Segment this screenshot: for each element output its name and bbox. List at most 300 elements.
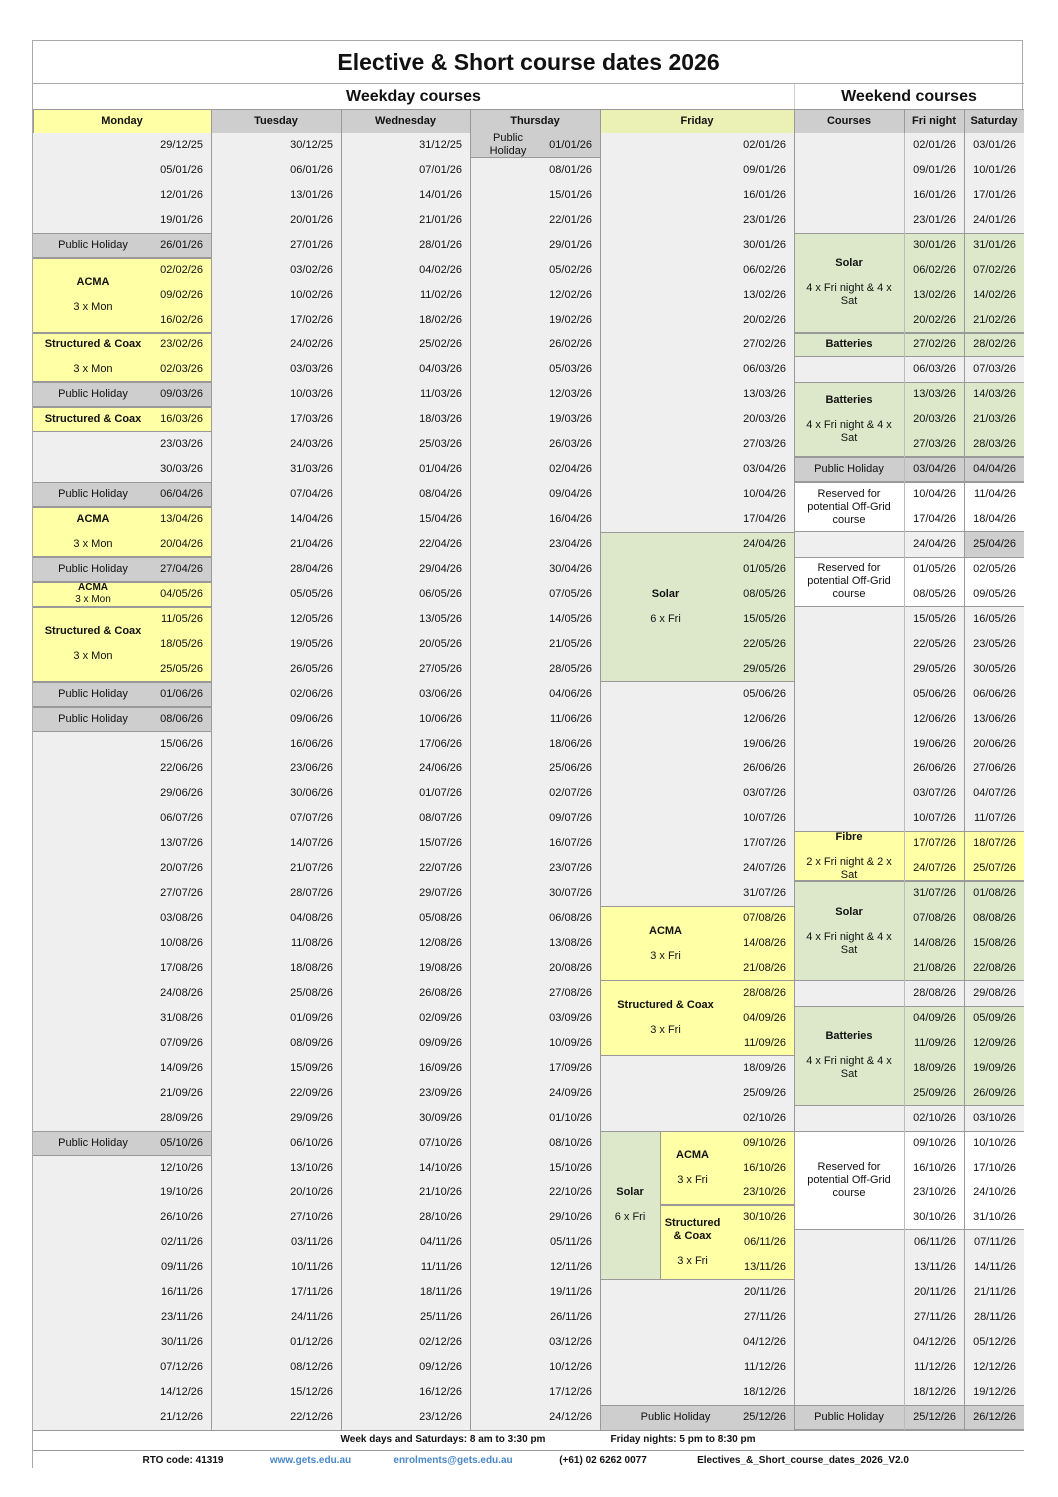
date-saturday-text: 28/02/26 [973,338,1016,351]
date-saturday [964,582,1024,607]
date-thursday [470,732,600,757]
date-wednesday-text: 25/02/26 [419,338,462,351]
date-tuesday [211,1205,341,1230]
date-tuesday [211,482,341,507]
weekend-solar-aug-line-0: Solar [835,905,863,918]
date-tuesday [211,1156,341,1181]
friday-solar-oct-label [600,1131,660,1281]
date-thursday [470,308,600,333]
document-title [33,41,1024,83]
date-saturday [964,382,1024,407]
date-thursday [470,457,600,482]
date-fri-night-text: 13/02/26 [913,288,956,301]
date-fri-night-text: 14/08/26 [913,937,956,950]
date-fri-night [904,258,964,283]
date-wednesday [341,183,470,208]
date-monday [153,632,211,657]
date-wednesday-text: 01/07/26 [419,787,462,800]
date-friday [721,357,794,382]
date-thursday [470,1081,600,1106]
date-friday [721,1056,794,1081]
date-saturday-text: 21/02/26 [973,313,1016,326]
monday-public-holiday [33,382,153,407]
date-fri-night-text: 13/03/26 [913,388,956,401]
date-tuesday [211,457,341,482]
date-wednesday [341,707,470,732]
date-wednesday-text: 25/11/26 [419,1311,462,1324]
date-tuesday [211,1305,341,1330]
date-fri-night [904,757,964,782]
date-friday [721,582,794,607]
date-saturday-text: 06/06/26 [973,687,1016,700]
date-fri-night-text: 17/07/26 [913,837,956,850]
header-saturday-text: Saturday [970,114,1018,127]
date-wednesday [341,532,470,557]
date-saturday [964,1405,1024,1430]
date-tuesday [211,732,341,757]
date-thursday-text: 19/11/26 [549,1286,592,1299]
date-fri-night [904,707,964,732]
date-monday [153,1330,211,1355]
thursday-public-holiday-line-0: Public Holiday [489,133,527,158]
date-thursday [470,806,600,831]
date-wednesday-text: 09/12/26 [419,1361,462,1374]
date-tuesday-text: 03/11/26 [290,1236,333,1249]
date-thursday [470,233,600,258]
date-thursday-text: 30/04/26 [549,562,592,575]
date-tuesday-text: 17/11/26 [290,1286,333,1299]
date-saturday-text: 07/03/26 [973,363,1016,376]
date-wednesday-text: 18/03/26 [419,413,462,426]
date-monday [153,956,211,981]
date-wednesday [341,258,470,283]
header-tuesday-text: Tuesday [254,114,298,127]
date-tuesday-text: 15/09/26 [290,1061,333,1074]
date-tuesday-text: 03/02/26 [290,263,333,276]
date-wednesday [341,507,470,532]
date-friday [721,607,794,632]
footer-website [248,1450,373,1471]
date-friday-text: 10/07/26 [743,812,786,825]
date-saturday [964,432,1024,457]
friday-coax-label-line-0: Structured & Coax [617,999,714,1012]
date-thursday-text: 05/11/26 [549,1236,592,1249]
date-wednesday-text: 29/07/26 [419,887,462,900]
date-thursday-text: 12/02/26 [549,288,592,301]
date-fri-night-text: 09/10/26 [913,1136,956,1149]
date-monday [153,482,211,507]
date-wednesday-text: 28/10/26 [419,1211,462,1224]
date-thursday-text: 02/04/26 [549,463,592,476]
footer-document-name [673,1450,933,1471]
date-wednesday [341,1380,470,1405]
date-friday-text: 24/07/26 [743,862,786,875]
date-thursday [470,1180,600,1205]
date-fri-night-text: 24/07/26 [913,862,956,875]
date-fri-night-text: 20/03/26 [913,413,956,426]
date-saturday [964,407,1024,432]
date-fri-night-text: 18/12/26 [913,1385,956,1398]
date-saturday-text: 30/05/26 [973,662,1016,675]
weekend-solar-feb-line-0: Solar [835,257,863,270]
date-saturday-text: 07/11/26 [973,1236,1016,1249]
date-tuesday-text: 28/04/26 [290,562,333,575]
date-monday-text: 09/02/26 [160,288,203,301]
date-fri-night-text: 20/02/26 [913,313,956,326]
date-friday-text: 01/05/26 [743,562,786,575]
date-tuesday [211,1006,341,1031]
date-fri-night [904,507,964,532]
date-wednesday-text: 14/01/26 [419,188,462,201]
date-thursday-text: 15/10/26 [549,1161,592,1174]
date-fri-night-text: 25/12/26 [913,1410,956,1423]
date-wednesday-text: 11/11/26 [420,1261,462,1274]
date-friday-text: 25/12/26 [743,1410,786,1423]
date-tuesday-text: 14/04/26 [290,513,333,526]
date-thursday-text: 16/07/26 [549,837,592,850]
date-saturday [964,308,1024,333]
date-wednesday [341,831,470,856]
date-monday [153,557,211,582]
date-monday-text: 09/11/26 [160,1261,203,1274]
date-wednesday-text: 02/12/26 [419,1336,462,1349]
date-tuesday-text: 06/10/26 [290,1136,333,1149]
date-wednesday [341,607,470,632]
date-fri-night-text: 27/02/26 [913,338,956,351]
date-monday [153,831,211,856]
date-saturday [964,482,1024,507]
date-wednesday-text: 23/12/26 [419,1410,462,1423]
date-fri-night-text: 30/01/26 [913,238,956,251]
date-fri-night [904,1106,964,1131]
date-wednesday [341,856,470,881]
date-wednesday-text: 31/12/25 [419,138,462,151]
date-saturday-text: 28/03/26 [973,438,1016,451]
date-friday-text: 13/02/26 [743,288,786,301]
date-fri-night [904,308,964,333]
date-monday-text: 16/11/26 [160,1286,203,1299]
date-fri-night-text: 03/07/26 [913,787,956,800]
date-saturday [964,1031,1024,1056]
date-thursday [470,1230,600,1255]
header-friday-text: Friday [680,114,714,127]
date-tuesday [211,1180,341,1205]
date-wednesday-text: 25/03/26 [419,438,462,451]
date-thursday-text: 26/02/26 [549,338,592,351]
date-monday [153,208,211,233]
date-monday [153,258,211,283]
date-fri-night [904,333,964,358]
date-thursday-text: 09/04/26 [549,488,592,501]
date-wednesday [341,457,470,482]
date-wednesday-text: 04/03/26 [419,363,462,376]
date-thursday-text: 24/09/26 [549,1086,592,1099]
date-fri-night-text: 02/01/26 [913,138,956,151]
date-monday [153,1380,211,1405]
friday-coax-oct-label-line-0: Structured & Coax [664,1217,721,1243]
date-saturday-text: 11/04/26 [973,488,1016,501]
date-tuesday-text: 13/01/26 [290,188,333,201]
date-wednesday [341,308,470,333]
date-tuesday-text: 04/08/26 [290,912,333,925]
date-monday-text: 05/01/26 [160,163,203,176]
monday-public-holiday-line-0: Public Holiday [58,562,128,575]
monday-acma-apr-line-0: ACMA [76,513,110,526]
date-wednesday [341,407,470,432]
date-fri-night [904,1056,964,1081]
date-thursday-text: 15/01/26 [549,188,592,201]
date-tuesday [211,906,341,931]
date-fri-night [904,732,964,757]
date-wednesday [341,333,470,358]
date-tuesday [211,382,341,407]
date-friday [721,507,794,532]
monday-coax-may-line-0: Structured & Coax [44,625,142,638]
date-monday [153,183,211,208]
date-fri-night [904,208,964,233]
footer-hours [293,1430,593,1450]
date-wednesday-text: 21/10/26 [419,1186,462,1199]
date-fri-night [904,931,964,956]
date-tuesday [211,856,341,881]
weekend-public-holiday-dec [794,1405,904,1430]
date-wednesday [341,482,470,507]
date-saturday-text: 03/01/26 [973,138,1016,151]
date-thursday [470,632,600,657]
date-tuesday-text: 05/05/26 [290,587,333,600]
date-monday [153,981,211,1006]
date-monday [153,432,211,457]
date-saturday-text: 13/06/26 [973,712,1016,725]
monday-acma-feb-line-1: 3 x Mon [73,301,113,314]
date-thursday-text: 05/02/26 [549,263,592,276]
date-wednesday [341,582,470,607]
date-monday [153,532,211,557]
monday-public-holiday [33,482,153,507]
date-friday [721,931,794,956]
friday-acma-label-line-1: 3 x Fri [650,949,681,962]
date-fri-night-text: 31/07/26 [913,887,956,900]
date-tuesday-text: 19/05/26 [290,637,333,650]
date-fri-night [904,1230,964,1255]
date-saturday [964,1280,1024,1305]
date-monday [153,357,211,382]
monday-public-holiday [33,707,153,732]
date-friday [721,1205,794,1230]
date-tuesday [211,806,341,831]
date-friday [721,283,794,308]
date-fri-night-text: 30/10/26 [913,1211,956,1224]
date-friday [721,806,794,831]
date-tuesday-text: 02/06/26 [290,687,333,700]
date-wednesday [341,881,470,906]
date-fri-night [904,956,964,981]
date-saturday [964,1205,1024,1230]
date-monday-text: 28/09/26 [160,1111,203,1124]
date-friday-text: 09/01/26 [743,163,786,176]
date-wednesday [341,557,470,582]
date-tuesday-text: 24/02/26 [290,338,333,351]
weekday-section-title-text: Weekday courses [346,88,481,105]
date-friday [721,632,794,657]
date-friday-text: 03/04/26 [743,463,786,476]
date-tuesday-text: 20/10/26 [290,1186,333,1199]
weekend-reserved-apr [794,482,904,532]
date-fri-night-text: 20/11/26 [913,1286,956,1299]
date-wednesday-text: 29/04/26 [419,562,462,575]
date-monday-text: 11/05/26 [160,612,203,625]
date-thursday-text: 28/05/26 [549,662,592,675]
date-monday [153,333,211,358]
date-friday-text: 03/07/26 [743,787,786,800]
date-saturday [964,233,1024,258]
date-thursday [470,1255,600,1280]
date-fri-night [904,1081,964,1106]
date-thursday [470,1355,600,1380]
date-tuesday [211,308,341,333]
date-friday [721,208,794,233]
weekend-batteries-feb-line-0: Batteries [825,338,873,351]
date-wednesday-text: 16/12/26 [419,1385,462,1398]
date-fri-night [904,457,964,482]
section-divider [794,84,795,109]
date-thursday-text: 04/06/26 [549,687,592,700]
date-fri-night [904,183,964,208]
date-saturday [964,956,1024,981]
date-fri-night [904,432,964,457]
date-friday-text: 30/01/26 [743,238,786,251]
date-thursday [470,956,600,981]
weekend-section-title-text: Weekend courses [841,88,977,105]
weekend-solar-feb-line-1: 4 x Fri night & 4 x Sat [806,282,892,308]
date-saturday-text: 04/07/26 [973,787,1016,800]
footer-phone-text: (+61) 02 6262 0077 [559,1454,647,1466]
date-tuesday [211,1330,341,1355]
friday-solar-label-line-0: Solar [651,587,680,600]
date-fri-night [904,682,964,707]
date-saturday [964,1305,1024,1330]
date-tuesday-text: 09/06/26 [290,712,333,725]
date-tuesday-text: 22/12/26 [290,1410,333,1423]
date-friday-text: 23/10/26 [743,1186,786,1199]
date-fri-night-text: 11/09/26 [913,1036,956,1049]
date-saturday [964,806,1024,831]
footer-hours-text: Week days and Saturdays: 8 am to 3:30 pm [340,1434,546,1446]
date-thursday [470,557,600,582]
date-saturday-text: 09/05/26 [973,587,1016,600]
date-friday-text: 24/04/26 [743,538,786,550]
date-fri-night-text: 01/05/26 [913,562,956,575]
date-thursday-text: 12/11/26 [549,1261,592,1274]
date-wednesday [341,732,470,757]
date-fri-night-text: 27/11/26 [913,1311,956,1324]
date-thursday-text: 25/06/26 [549,762,592,775]
date-tuesday [211,1405,341,1430]
date-wednesday-text: 08/07/26 [419,812,462,825]
date-wednesday-text: 03/06/26 [419,687,462,700]
date-thursday [470,1305,600,1330]
date-monday-text: 07/09/26 [160,1036,203,1049]
weekend-fibre-jul-line-1: 2 x Fri night & 2 x Sat [806,855,892,881]
date-monday [153,1230,211,1255]
monday-public-holiday [33,557,153,582]
date-thursday [470,682,600,707]
friday-solar-label-line-1: 6 x Fri [650,612,681,625]
date-fri-night [904,657,964,682]
date-fri-night [904,1255,964,1280]
date-thursday [470,158,600,183]
date-fri-night [904,981,964,1006]
date-thursday [470,707,600,732]
date-wednesday [341,981,470,1006]
date-tuesday [211,682,341,707]
date-saturday-text: 17/10/26 [973,1161,1016,1174]
date-fri-night [904,1330,964,1355]
date-friday [721,1180,794,1205]
date-thursday-text: 20/08/26 [549,961,592,974]
date-friday-text: 22/05/26 [743,637,786,650]
date-monday-text: 17/08/26 [160,961,203,974]
monday-coax-feb-line-0: Structured & Coax [44,338,142,351]
date-thursday [470,981,600,1006]
weekend-solar-feb [794,233,904,333]
weekend-fibre-jul-line-0: Fibre [835,831,863,843]
date-monday-text: 29/06/26 [160,787,203,800]
date-monday-text: 07/12/26 [160,1361,203,1374]
date-monday [153,1131,211,1156]
date-thursday-text: 21/05/26 [549,637,592,650]
date-friday-text: 11/09/26 [743,1036,786,1049]
monday-public-holiday-line-0: Public Holiday [58,238,128,251]
monday-acma-may-line-1: 3 x Mon [75,594,111,606]
date-friday [721,158,794,183]
date-monday-text: 03/08/26 [160,912,203,925]
date-wednesday-text: 14/10/26 [419,1161,462,1174]
header-monday-text: Monday [101,114,143,127]
date-saturday [964,1056,1024,1081]
date-fri-night [904,781,964,806]
date-saturday-text: 12/12/26 [973,1361,1016,1374]
date-saturday-text: 24/10/26 [973,1186,1016,1199]
date-monday [153,158,211,183]
date-wednesday-text: 07/01/26 [419,163,462,176]
date-friday-text: 10/04/26 [743,488,786,501]
date-wednesday-text: 18/02/26 [419,313,462,326]
weekend-reserved-may-line-0: Reserved for potential Off-Grid course [807,562,891,601]
footer-rto [113,1450,253,1471]
date-thursday [470,931,600,956]
date-saturday [964,1180,1024,1205]
date-thursday [470,757,600,782]
date-tuesday [211,183,341,208]
date-monday-text: 25/05/26 [160,662,203,675]
date-tuesday-text: 26/05/26 [290,662,333,675]
date-saturday-text: 08/08/26 [973,912,1016,925]
date-saturday-text: 14/03/26 [973,388,1016,401]
date-monday [153,457,211,482]
date-saturday-text: 17/01/26 [973,188,1016,201]
date-tuesday-text: 23/06/26 [290,762,333,775]
date-wednesday-text: 06/05/26 [419,587,462,600]
date-thursday-text: 01/01/26 [549,138,592,151]
date-thursday-text: 03/12/26 [549,1336,592,1349]
date-tuesday [211,707,341,732]
date-thursday [470,482,600,507]
date-tuesday [211,532,341,557]
date-wednesday-text: 22/04/26 [419,538,462,550]
date-monday-text: 09/03/26 [160,388,203,401]
date-friday-text: 18/09/26 [743,1061,786,1074]
